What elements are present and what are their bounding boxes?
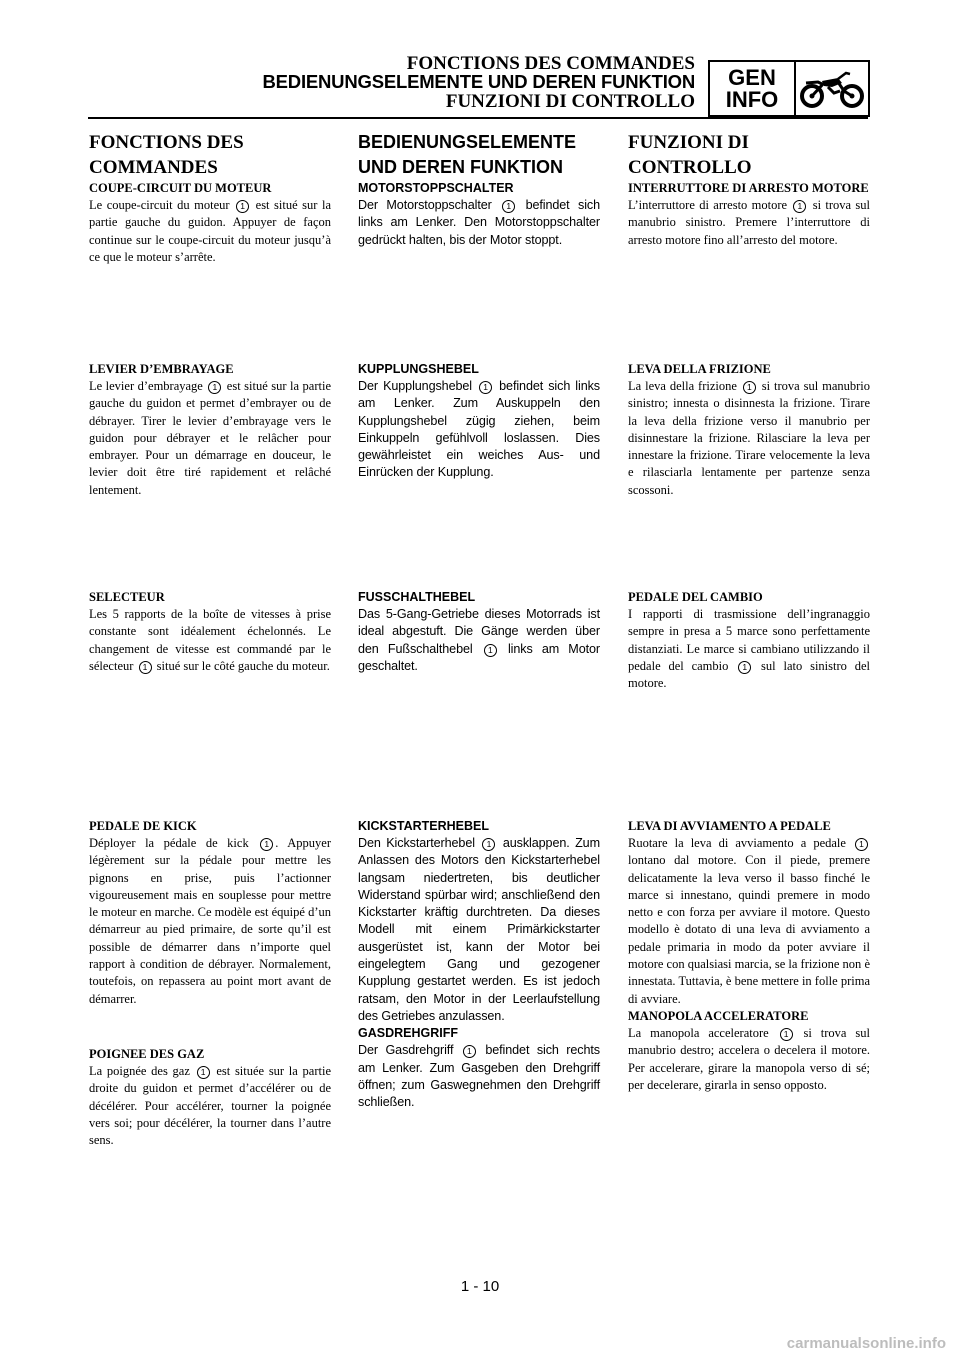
it-heading-shift: PEDALE DEL CAMBIO bbox=[628, 590, 763, 604]
callout-number: 1 bbox=[502, 200, 515, 213]
it-heading-engine-stop: INTERRUTTORE DI ARRESTO MOTORE bbox=[628, 181, 869, 195]
de-text-throttle: Der Gasdrehgriff 1 befindet sich rechts am Lenker. Zum Gasgeben den Drehgriff öffnen; zum Gaswegnehmen den Drehgriff schließen. bbox=[358, 1043, 601, 1110]
it-text-throttle: La manopola acceleratore 1 si trova sul manubrio destro; accelera o decelera il motore. Per accelerare, girare la manopola verso di sé; per decelerare, girarla in senso opposto. bbox=[628, 1025, 870, 1092]
callout-number: 1 bbox=[482, 838, 495, 851]
it-text-engine-stop: L’interruttore di arresto motore 1 si trova sul manubrio sinistro. Premere l’interruttore di arresto motore fino all’arresto del motore. bbox=[628, 198, 871, 247]
fr-heading-clutch: LEVIER D’EMBRAYAGE bbox=[89, 362, 234, 376]
fr-text-clutch: Le levier d’embrayage 1 est situé sur la partie gauche du guidon et permet d’embrayer ou de débrayer. Tirer le levier d’embrayage vers le guidon pour débrayer et le relâcher pour embrayer. Pour un démarrage en douceur, le levier doit être tiré rapidement et relâché lentement. bbox=[89, 379, 331, 497]
de-heading-throttle: GASDREHGRIFF bbox=[358, 1026, 458, 1041]
callout-number: 1 bbox=[855, 838, 868, 851]
it-title-line-1: FUNZIONI DI bbox=[628, 132, 749, 153]
it-section-title bbox=[628, 130, 752, 180]
fr-text-engine-stop: Le coupe-circuit du moteur 1 est situé sur la partie gauche du guidon. Appuyer de façon continue sur le coupe-circuit du moteur jusqu’à ce que le moteur s’arrête. bbox=[89, 198, 332, 264]
page-number: 1 - 10 bbox=[460, 1278, 500, 1295]
callout-number: 1 bbox=[463, 1045, 476, 1058]
fr-title-line-1: FONCTIONS DES bbox=[89, 132, 244, 153]
fr-text-kick: Déployer la pédale de kick 1 . Appuyer légèrement sur la pédale pour mettre les pignons en prise, puis l’actionner vigoureusement mais en souplesse pour mettre le moteur en marche. Ce modèle est équipé d’un démarreur au pied primaire, de sorte qu’il est possible de démarrer dans n’importe quel rapport à condition de débrayer. Normalement, toutefois, on repassera au point mort avant de démarrer. bbox=[89, 836, 331, 1006]
fr-heading-kick: PEDALE DE KICK bbox=[89, 819, 197, 833]
fr-block-kick bbox=[89, 818, 331, 1008]
it-text-clutch: La leva della frizione 1 si trova sul manubrio sinistro; innesta o disinnesta la frizione. Tirare la leva della frizione verso il manubrio per disinnestare la frizione. Rilasciare la leva per innestare la frizione. Tirare velocemente la leva e rilasciarla lentamente per partenze senza scossoni. bbox=[628, 379, 870, 497]
it-block-clutch bbox=[628, 361, 870, 499]
callout-number: 1 bbox=[484, 644, 497, 657]
motorcycle-icon bbox=[796, 62, 868, 115]
fr-heading-throttle: POIGNEE DES GAZ bbox=[89, 1047, 205, 1061]
callout-number: 1 bbox=[139, 661, 152, 674]
callout-number: 1 bbox=[793, 200, 806, 213]
it-text-kick: Ruotare la leva di avviamento a pedale 1 lontano dal motore. Con il piede, premere delicatamente la leva verso il basso finché le marce si innestano, quindi premere in modo netto e con forza per avviare il motore. Questo modello è dotato di una leva di avviamento a pedale primaria in modo da poter avviare il motore con qualsiasi marcia, se la frizione non è innestata. Tuttavia, è bene mettere in folle prima di avviare. bbox=[628, 836, 870, 1006]
gen-info-badge bbox=[708, 60, 870, 117]
de-heading-shift: FUSSCHALTHEBEL bbox=[358, 590, 476, 604]
de-title-line-1: BEDIENUNGSELEMENTE bbox=[358, 132, 577, 152]
it-block-shift bbox=[628, 589, 870, 692]
de-text-engine-stop: Der Motorstoppschalter 1 befindet sich links am Lenker. Den Motorstoppschalter gedrückt halten, bis der Motor stoppt. bbox=[358, 198, 600, 247]
de-block-kick bbox=[358, 818, 600, 1111]
fr-text-shift: Les 5 rapports de la boîte de vitesses à prise constante sont idéalement échelonnés. Le changement de vitesse est commandé par le sélecteur 1 situé sur le côté gauche du moteur. bbox=[89, 607, 331, 673]
de-heading-engine-stop: MOTORSTOPPSCHALTER bbox=[358, 181, 514, 195]
header-title-de: BEDIENUNGSELEMENTE UND DEREN FUNKTION bbox=[262, 71, 695, 92]
de-title-line-2: UND DEREN FUNKTION bbox=[358, 157, 563, 177]
badge-label-gen: GEN bbox=[728, 64, 776, 90]
fr-block-throttle bbox=[89, 1046, 331, 1149]
callout-number: 1 bbox=[738, 661, 751, 674]
callout-number: 1 bbox=[780, 1028, 793, 1041]
header-title-it: FUNZIONI DI CONTROLLO bbox=[445, 90, 695, 112]
de-block-engine-stop bbox=[358, 180, 600, 249]
callout-number: 1 bbox=[208, 381, 221, 394]
fr-section-title bbox=[89, 130, 244, 180]
de-block-shift bbox=[358, 589, 600, 675]
callout-number: 1 bbox=[236, 200, 249, 213]
fr-text-throttle: La poignée des gaz 1 est située sur la partie droite du guidon et permet d’accélérer ou de décélérer. Pour accélérer, tourner la poignée vers soi; pour décélérer, la tourner dans l’autre sens. bbox=[89, 1064, 331, 1148]
de-block-clutch bbox=[358, 361, 600, 482]
fr-block-clutch bbox=[89, 361, 331, 499]
callout-number: 1 bbox=[197, 1066, 210, 1079]
fr-block-engine-stop bbox=[89, 180, 331, 266]
fr-title-line-2: COMMANDES bbox=[89, 157, 218, 178]
callout-number: 1 bbox=[260, 838, 273, 851]
fr-heading-shift: SELECTEUR bbox=[89, 590, 165, 604]
header-divider bbox=[88, 117, 868, 119]
fr-block-shift bbox=[89, 589, 331, 675]
header-title-fr: FONCTIONS DES COMMANDES bbox=[406, 53, 695, 74]
fr-heading-engine-stop: COUPE-CIRCUIT DU MOTEUR bbox=[89, 181, 272, 195]
it-heading-clutch: LEVA DELLA FRIZIONE bbox=[628, 362, 771, 376]
de-section-title bbox=[358, 130, 576, 180]
it-block-kick bbox=[628, 818, 870, 1094]
de-heading-clutch: KUPPLUNGSHEBEL bbox=[358, 362, 479, 376]
page-header-titles bbox=[262, 54, 695, 111]
it-heading-kick: LEVA DI AVVIAMENTO A PEDALE bbox=[628, 819, 831, 833]
badge-label bbox=[710, 62, 796, 115]
callout-number: 1 bbox=[743, 381, 756, 394]
de-heading-kick: KICKSTARTERHEBEL bbox=[358, 819, 490, 833]
it-heading-throttle: MANOPOLA ACCELERATORE bbox=[628, 1008, 809, 1023]
de-text-clutch: Der Kupplungshebel 1 befindet sich links am Lenker. Zum Auskuppeln den Kupplungshebel zügig ziehen, beim Einkuppeln gefühlvoll loslassen. Dies gewährleistet ein weiches Aus- und Einrücken der Kupplung. bbox=[358, 379, 600, 480]
callout-number: 1 bbox=[479, 381, 492, 394]
de-text-kick: Den Kickstarterhebel 1 ausklappen. Zum Anlassen des Motors den Kickstarterhebel langsam niedertreten, bis deutlicher Widerstand spürbar wird; anschließend den Kickstarter kräftig durchtreten. Da dieses Modell mit einem Primärkickstarter ausgerüstet ist, kann der Motor bei eingelegtem Gang und gezogener Kupplung gestartet werden. Es ist jedoch ratsam, den Motor in der Leerlaufstellung des Getriebes anzulassen. bbox=[358, 836, 600, 1023]
badge-label-info: INFO bbox=[725, 86, 779, 112]
watermark: carmanualsonline.info bbox=[786, 1335, 946, 1352]
it-block-engine-stop bbox=[628, 180, 870, 249]
it-text-shift: I rapporti di trasmissione dell’ingranaggio sempre in presa a 5 marce sono perfettamente distanziati. Le marce si cambiano utilizzando il pedale del cambio 1 sul lato sinistro del motore. bbox=[628, 607, 870, 691]
de-text-shift: Das 5-Gang-Getriebe dieses Motorrads ist ideal abgestuft. Die Gänge werden über den Fußschalthebel 1 links am Motor geschaltet. bbox=[358, 607, 600, 673]
it-title-line-2: CONTROLLO bbox=[628, 157, 752, 178]
